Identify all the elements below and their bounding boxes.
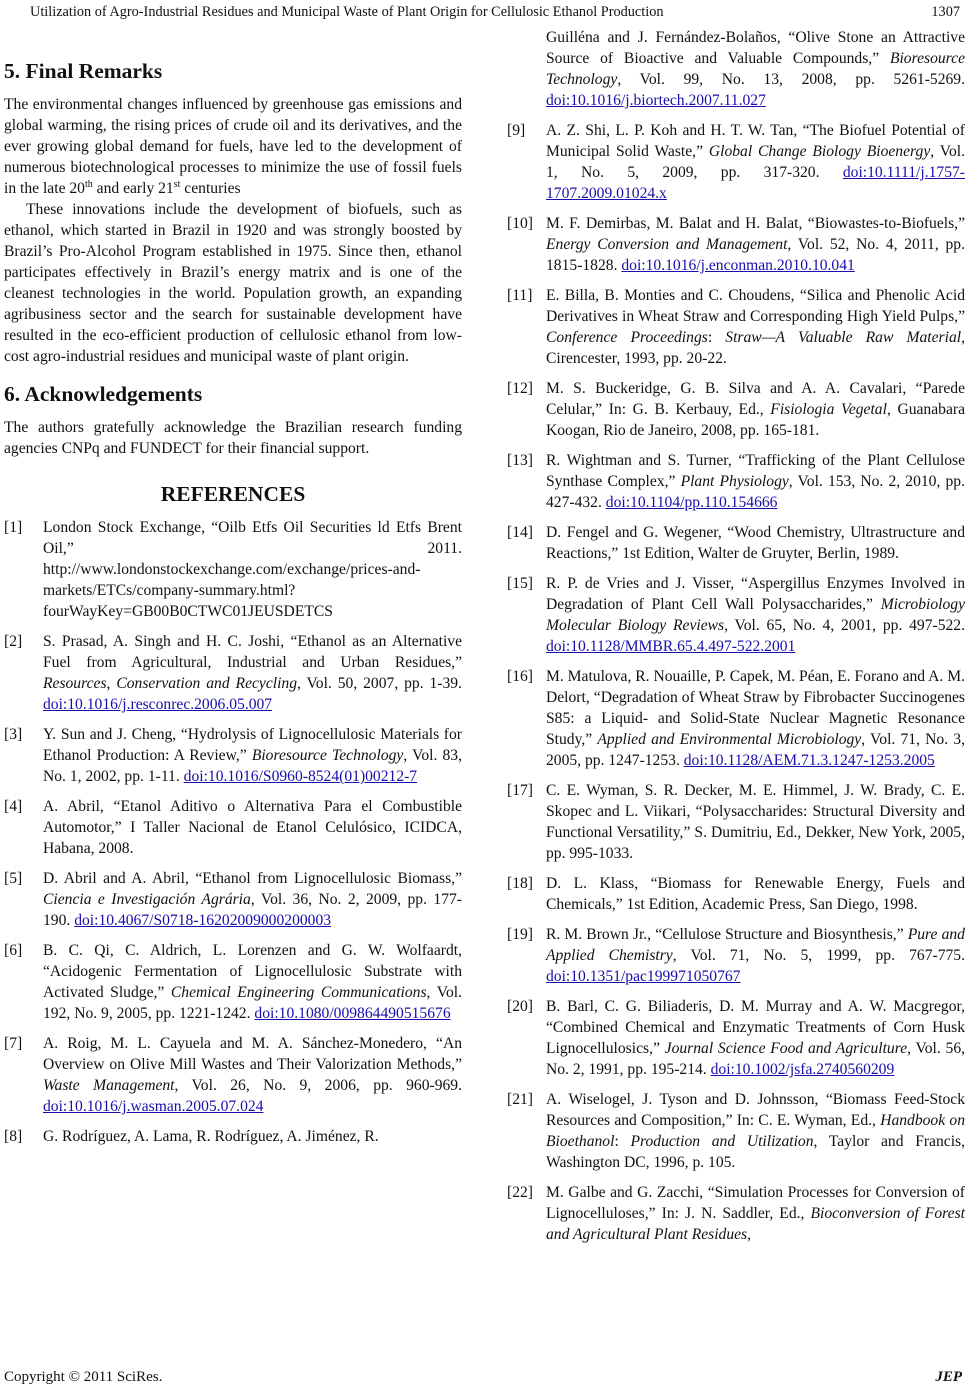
reference-segment: , Vol. 50, 2007, pp. 1-39.	[297, 675, 462, 692]
references-heading: REFERENCES	[160, 482, 306, 506]
reference-segment: , Taylor and Francis, Washington DC, 1996, p. 105.	[546, 1133, 965, 1171]
reference-text	[43, 796, 462, 859]
journal-title: Pure and Applied Chemistry	[546, 926, 965, 964]
reference-segment: , Vol. 65, No. 4, 2001, pp. 497-522.	[724, 617, 965, 634]
journal-title: Global Change Biology Bioenergy	[708, 143, 931, 160]
doi-link[interactable]: doi:10.1351/pac199971050767	[546, 968, 741, 985]
reference-text	[546, 213, 965, 276]
reference-item	[4, 724, 462, 787]
reference-item	[507, 1089, 965, 1173]
reference-number: [2]	[4, 633, 23, 650]
reference-segment: , Cirencester, 1993, pp. 20-22.	[546, 329, 965, 367]
reference-segment: B. Barl, C. G. Biliaderis, D. M. Murray and A. W. Macgregor, “Combined Chemical and Enzymatic Treatments of Corn Husk Lignocellulosics,”	[546, 998, 965, 1057]
reference-text	[546, 873, 965, 915]
reference-item	[507, 213, 965, 276]
reference-item	[4, 1126, 462, 1147]
reference-item	[4, 517, 462, 622]
reference-segment: M. S. Buckeridge, G. B. Silva and A. A. Cavalari, “Parede Celular,” In: G. B. Kerbauy, Ed.,	[546, 380, 965, 418]
reference-number: [12]	[507, 380, 533, 397]
final-remarks-paragraph-1	[4, 94, 462, 199]
reference-segment: , Vol. 1, No. 5, 2009, pp. 317-320.	[546, 143, 965, 181]
reference-segment: M. Matulova, R. Nouaille, P. Capek, M. Péan, E. Forano and A. M. Delort, “Degradation of Wheat Straw by Fibrobacter Succinogenes S85: a Liquid- and Solid-State Nuclear Magnetic Resonance Study,”	[546, 668, 965, 748]
reference-segment: A. Z. Shi, L. P. Koh and H. T. W. Tan, “The Biofuel Potential of Municipal Solid Waste,”	[546, 122, 965, 160]
reference-text	[43, 940, 462, 1024]
reference-text	[546, 450, 965, 513]
reference-item	[4, 868, 462, 931]
reference-number: [3]	[4, 726, 23, 743]
reference-number: [21]	[507, 1091, 533, 1108]
reference-segment: , Guanabara Koogan, Rio de Janeiro, 2008, pp. 165-181.	[546, 401, 965, 439]
journal-title: Energy Conversion and Management	[546, 236, 788, 253]
section-heading-final-remarks: 5. Final Remarks	[4, 59, 163, 83]
reference-segment: , Vol. 153, No. 2, 2010, pp. 427-432.	[546, 473, 965, 511]
superscript: th	[84, 178, 93, 190]
journal-title: Chemical Engineering Communications	[170, 984, 427, 1001]
reference-item	[4, 631, 462, 715]
reference-number: [10]	[507, 215, 533, 232]
reference-segment: , Vol. 83, No. 1, 2002, pp. 1-11.	[43, 747, 463, 785]
right-column	[507, 27, 965, 1254]
doi-link[interactable]: doi:10.1016/j.resconrec.2006.05.007	[43, 696, 273, 713]
reference-segment: G. Rodríguez, A. Lama, R. Rodríguez, A. Jiménez, R.	[43, 1128, 379, 1145]
reference-number: [20]	[507, 998, 533, 1015]
doi-link[interactable]: doi:10.1016/j.enconman.2010.10.041	[621, 257, 855, 274]
reference-text	[43, 868, 462, 931]
reference-text	[43, 517, 462, 622]
journal-title: Microbiology Molecular Biology Reviews	[546, 596, 965, 634]
reference-segment: London Stock Exchange, “Oilb Etfs Oil Securities ld Etfs Brent Oil,” 2011. http://www.londonstockexchange.com/exchange/prices-and-markets/ETCs/company-summary.html?fourWayKey=GB00B0CTWC01JEUSDETCS	[43, 519, 462, 620]
reference-segment: M. F. Demirbas, M. Balat and H. Balat, “Biowastes-to-Biofuels,”	[546, 215, 965, 232]
reference-segment: A. Abril, “Etanol Aditivo o Alternativa Para el Combustible Automotor,” I Taller Nacional de Etanol Celulósico, ICIDCA, Habana, 2008.	[43, 798, 462, 857]
page-footer	[4, 1367, 962, 1386]
journal-title: Fisiologia Vegetal	[770, 401, 887, 418]
reference-number: [13]	[507, 452, 533, 469]
copyright: Copyright © 2011 SciRes.	[4, 1369, 163, 1385]
reference-text	[546, 924, 965, 987]
reference-text	[43, 1033, 462, 1117]
reference-segment: R. P. de Vries and J. Visser, “Aspergillus Enzymes Involved in Degradation of Plant Cell Wall Polysaccharides,”	[546, 575, 965, 613]
reference-segment: , Vol. 52, No. 4, 2011, pp. 1815-1828.	[546, 236, 965, 274]
doi-link[interactable]: doi:10.1128/AEM.71.3.1247-1253.2005	[683, 752, 935, 769]
reference-list-right	[507, 27, 965, 1245]
reference-segment: A. Roig, M. L. Cayuela and M. A. Sánchez-Monedero, “An Overview on Olive Mill Wastes and Their Valorization Methods,”	[43, 1035, 462, 1073]
journal-title: Conference Proceedings	[546, 329, 708, 346]
journal-title: Bioconversion of Forest and Agricultural Plant Residues	[546, 1205, 965, 1243]
doi-link[interactable]: doi:10.1111/j.1757-1707.2009.01024.x	[546, 164, 965, 202]
journal-title: Waste Management	[43, 1077, 175, 1094]
reference-segment: , Vol. 192, No. 9, 2005, pp. 1221-1242.	[43, 984, 462, 1022]
journal-title: Journal Science Food and Agriculture	[664, 1040, 908, 1057]
reference-number: [14]	[507, 524, 533, 541]
reference-segment: Y. Sun and J. Cheng, “Hydrolysis of Lignocellulosic Materials for Ethanol Production: A Review,”	[43, 726, 462, 764]
reference-item	[507, 780, 965, 864]
reference-segment: ,	[747, 1226, 752, 1243]
reference-number: [18]	[507, 875, 533, 892]
journal-title: Conservation and Recycling	[116, 675, 298, 692]
reference-text	[43, 724, 462, 787]
reference-segment: , Vol. 56, No. 2, 1991, pp. 195-214.	[546, 1040, 966, 1078]
section-heading-acknowledgements: 6. Acknowledgements	[4, 382, 203, 406]
doi-link[interactable]: doi:10.1128/MMBR.65.4.497-522.2001	[546, 638, 796, 655]
reference-segment: R. M. Brown Jr., “Cellulose Structure and Biosynthesis,”	[546, 926, 908, 943]
reference-segment: E. Billa, B. Monties and C. Choudens, “Silica and Phenolic Acid Derivatives in Wheat Straw and Corresponding High Yield Pulps,”	[546, 287, 965, 325]
reference-segment: ,	[106, 675, 117, 692]
reference-number: [5]	[4, 870, 23, 887]
reference-text	[546, 27, 965, 111]
reference-segment: , Vol. 26, No. 9, 2006, pp. 960-969.	[174, 1077, 462, 1094]
reference-number: [22]	[507, 1184, 533, 1201]
reference-text	[546, 1182, 965, 1245]
reference-number: [9]	[507, 122, 526, 139]
reference-segment: A. Wiselogel, J. Tyson and D. Johnsson, “Biomass Feed-Stock Resources and Composition,” In: C. E. Wyman, Ed.,	[546, 1091, 965, 1129]
reference-segment: Guilléna and J. Fernández-Bolaños, “Olive Stone an Attractive Source of Bioactive and Valuable Compounds,”	[546, 29, 965, 67]
reference-number: [8]	[4, 1128, 23, 1145]
reference-item	[507, 27, 965, 111]
reference-text	[546, 120, 965, 204]
reference-item	[4, 796, 462, 859]
reference-segment: :	[614, 1133, 631, 1150]
reference-segment: D. Fengel and G. Wegener, “Wood Chemistry, Ultrastructure and Reactions,” 1st Edition, Walter de Gruyter, Berlin, 1989.	[546, 524, 965, 562]
reference-text	[546, 285, 965, 369]
doi-link[interactable]: doi:10.1104/pp.110.154666	[605, 494, 778, 511]
reference-segment: R. Wightman and S. Turner, “Trafficking of the Plant Cellulose Synthase Complex,”	[546, 452, 965, 490]
journal-title: Bioresource Technology	[251, 747, 404, 764]
reference-item	[507, 120, 965, 204]
text: The environmental changes influenced by greenhouse gas emissions and global warming, the rising prices of crude oil and its derivatives, and the ever growing global demand for fuels, have led to the development of numerous biotechnological processes to minimize the use of fossil fuels in the late 20	[4, 96, 462, 197]
reference-item	[507, 573, 965, 657]
doi-link[interactable]: doi:10.1016/j.biortech.2007.11.027	[546, 92, 766, 109]
reference-item	[507, 378, 965, 441]
reference-text	[546, 1089, 965, 1173]
reference-item	[507, 1182, 965, 1245]
reference-item	[507, 996, 965, 1080]
reference-item	[507, 666, 965, 771]
doi-link[interactable]: doi:10.1016/j.wasman.2005.07.024	[43, 1098, 264, 1115]
header-title: Utilization of Agro-Industrial Residues and Municipal Waste of Plant Origin for Cellulosic Ethanol Production	[30, 4, 664, 20]
journal-title: Bioresource Technology	[546, 50, 965, 88]
doi-link[interactable]: doi:10.4067/S0718-16202009000200003	[74, 912, 332, 929]
reference-item	[507, 450, 965, 513]
page-number: 1307	[931, 4, 960, 20]
reference-text	[546, 666, 965, 771]
reference-item	[507, 924, 965, 987]
reference-item	[507, 285, 965, 369]
superscript: st	[173, 178, 181, 190]
journal-title: Straw—A Valuable Raw Material	[725, 329, 962, 346]
reference-segment: , Vol. 71, No. 3, 2005, pp. 1247-1253.	[546, 731, 965, 769]
reference-item	[4, 940, 462, 1024]
doi-link[interactable]: doi:10.1080/009864490515676	[254, 1005, 451, 1022]
journal-title: Production and Utilization	[630, 1133, 814, 1150]
reference-text	[546, 996, 965, 1080]
acknowledgements-paragraph: The authors gratefully acknowledge the Brazilian research funding agencies CNPq and FUNDECT for their financial support.	[4, 419, 462, 457]
reference-text	[43, 1126, 462, 1147]
journal-abbrev: JEP	[935, 1369, 962, 1385]
reference-item	[4, 1033, 462, 1117]
doi-link[interactable]: doi:10.1002/jsfa.2740560209	[710, 1061, 895, 1078]
reference-segment: :	[707, 329, 726, 346]
reference-segment: , Vol. 36, No. 2, 2009, pp. 177-190.	[43, 891, 462, 929]
journal-title: Resources	[43, 675, 107, 692]
journal-title: Applied and Environmental Microbiology	[597, 731, 862, 748]
reference-number: [11]	[507, 287, 533, 304]
reference-segment: C. E. Wyman, S. R. Decker, M. E. Himmel, J. W. Brady, C. E. Skopec and L. Viikari, “Polysaccharides: Structural Diversity and Functional Versatility,” S. Dumitriu, Ed., Dekker, New York, 2005, pp. 995-1033.	[546, 782, 965, 862]
reference-item	[507, 873, 965, 915]
reference-text	[546, 780, 965, 864]
left-column	[4, 52, 462, 1156]
reference-number: [17]	[507, 782, 533, 799]
reference-number: [6]	[4, 942, 23, 959]
reference-segment: D. Abril and A. Abril, “Ethanol from Lignocellulosic Biomass,”	[43, 870, 462, 887]
text: centuries	[180, 180, 241, 197]
text: and early 21	[92, 180, 174, 197]
final-remarks-paragraph-2: These innovations include the development of biofuels, such as ethanol, which started in Brazil in 1920 and was strongly boosted by Brazil’s Pro-Alcohol Program established in 1975. Since then, ethanol participates effectively in Brazil’s energy matrix and is one of the cleanest technologies in the world. Population growth, an expanding agribusiness sector and the search for sustainable development have resulted in the eco-efficient production of cellulosic ethanol from low-cost agro-industrial residues and municipal waste of plant origin.	[4, 201, 462, 365]
reference-item	[507, 522, 965, 564]
reference-segment: M. Galbe and G. Zacchi, “Simulation Processes for Conversion of Lignocelluloses,” In: J. N. Saddler, Ed.,	[546, 1184, 965, 1222]
reference-segment: D. L. Klass, “Biomass for Renewable Energy, Fuels and Chemicals,” 1st Edition, Academic Press, San Diego, 1998.	[546, 875, 965, 913]
reference-segment: , Vol. 99, No. 13, 2008, pp. 5261-5269.	[617, 71, 965, 88]
reference-text	[43, 631, 462, 715]
reference-number: [4]	[4, 798, 23, 815]
running-header	[30, 2, 960, 23]
reference-number: [1]	[4, 519, 23, 536]
reference-number: [7]	[4, 1035, 23, 1052]
reference-number	[507, 27, 546, 111]
reference-text	[546, 522, 965, 564]
doi-link[interactable]: doi:10.1016/S0960-8524(01)00212-7	[183, 768, 418, 785]
journal-title: Plant Physiology	[680, 473, 789, 490]
reference-number: [19]	[507, 926, 533, 943]
reference-list-left	[4, 517, 462, 1147]
journal-title: Handbook on Bioethanol	[546, 1112, 965, 1150]
reference-number: [15]	[507, 575, 533, 592]
reference-text	[546, 573, 965, 657]
journal-title: Ciencia e Investigación Agrária	[43, 891, 251, 908]
reference-segment: , Vol. 71, No. 5, 1999, pp. 767-775.	[672, 947, 965, 964]
reference-segment: S. Prasad, A. Singh and H. C. Joshi, “Ethanol as an Alternative Fuel from Agricultural, Industrial and Urban Residues,”	[43, 633, 462, 671]
reference-segment: B. C. Qi, C. Aldrich, L. Lorenzen and G. W. Wolfaardt, “Acidogenic Fermentation of Lignocellulosic Substrate with Activated Sludge,”	[43, 942, 462, 1001]
reference-text	[546, 378, 965, 441]
reference-number: [16]	[507, 668, 533, 685]
